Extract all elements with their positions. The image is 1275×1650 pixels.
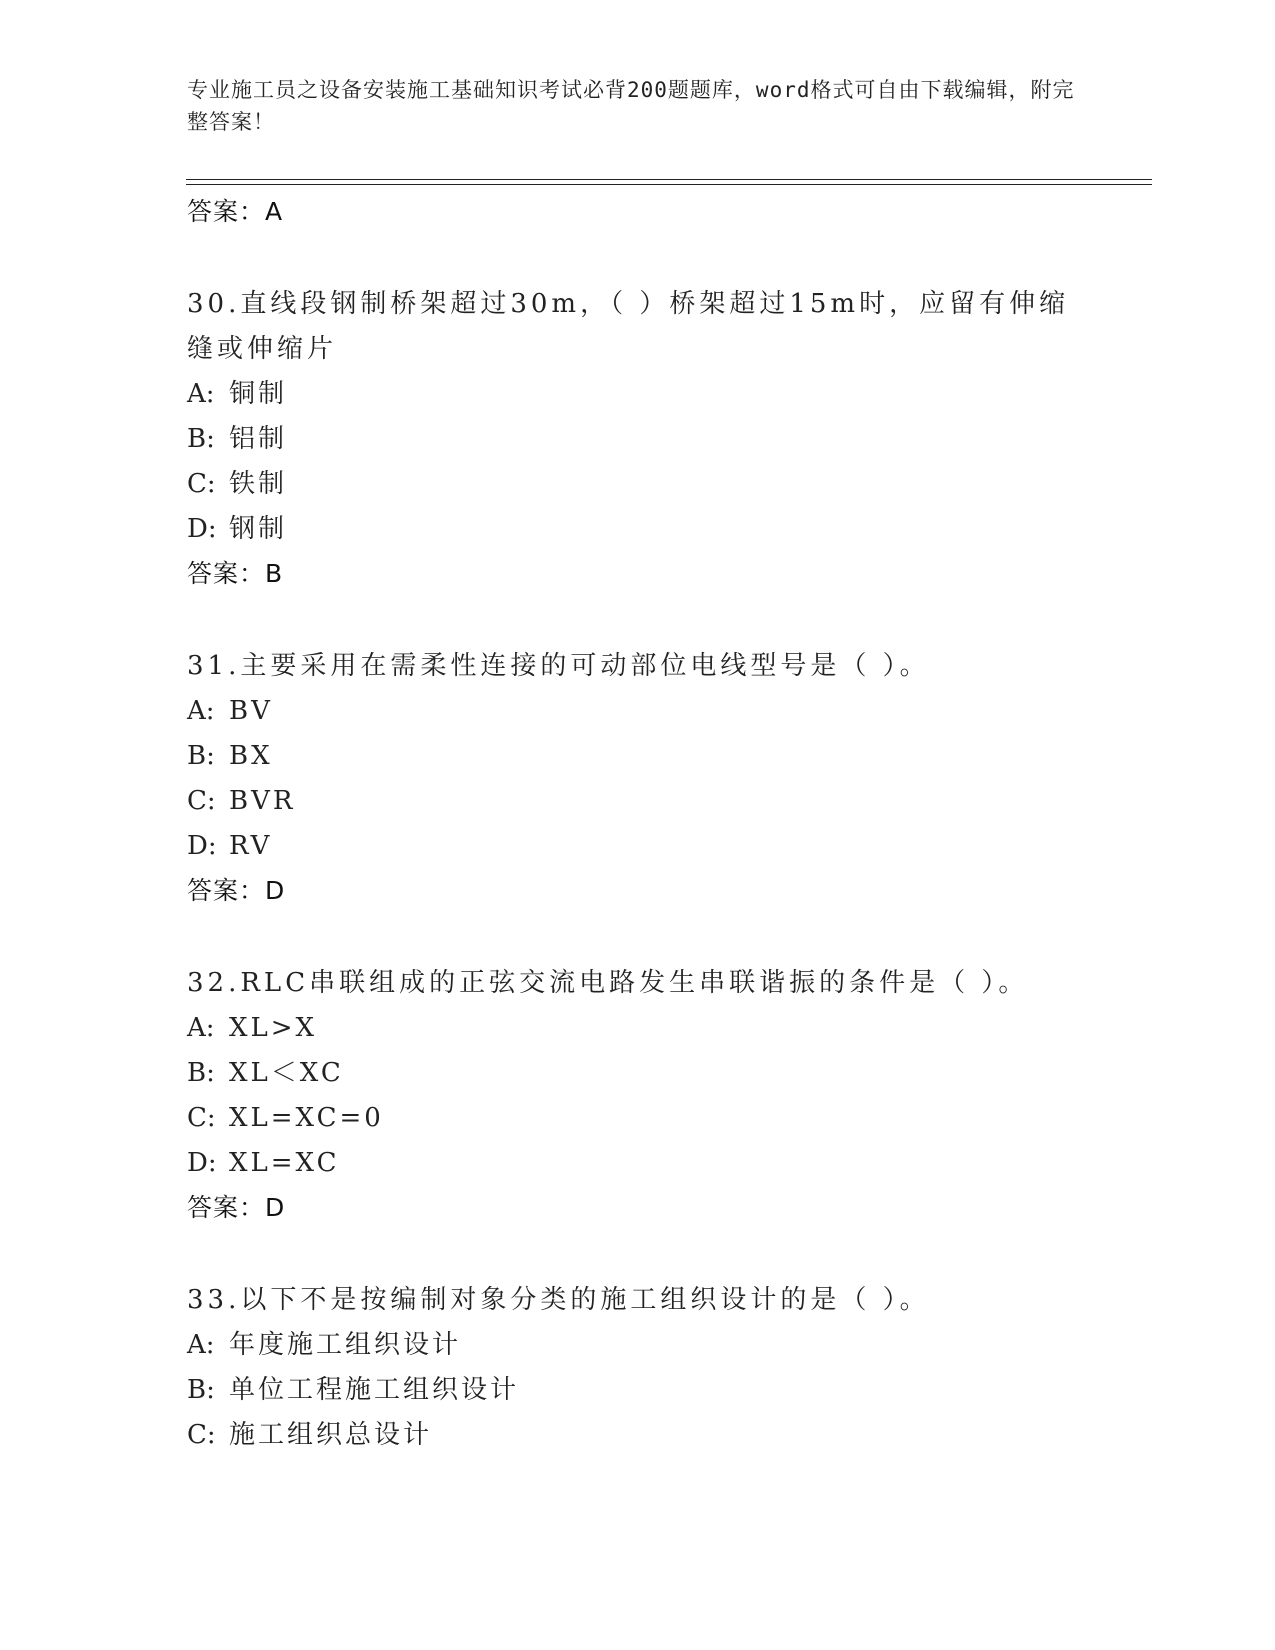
option-text: 钢制 bbox=[229, 514, 288, 544]
option-text: 施工组织总设计 bbox=[229, 1420, 433, 1450]
option-b bbox=[187, 417, 1087, 462]
option-c bbox=[187, 1413, 1087, 1458]
question-31 bbox=[187, 644, 1087, 913]
answer-line: 答案：B bbox=[187, 559, 284, 588]
question-text: 31.主要采用在需柔性连接的可动部位电线型号是（ ）。 bbox=[187, 651, 930, 681]
option-key: A: bbox=[187, 1330, 215, 1360]
question-text: 33.以下不是按编制对象分类的施工组织设计的是（ ）。 bbox=[187, 1285, 930, 1315]
option-a bbox=[187, 1323, 1087, 1368]
option-d bbox=[187, 1141, 1087, 1186]
option-b bbox=[187, 1368, 1087, 1413]
option-key: A: bbox=[187, 1013, 215, 1043]
option-b bbox=[187, 734, 1087, 779]
option-text: XL=XC bbox=[229, 1148, 340, 1178]
option-a bbox=[187, 689, 1087, 734]
option-text: 铜制 bbox=[229, 379, 288, 409]
question-32 bbox=[187, 961, 1087, 1230]
option-c bbox=[187, 1096, 1087, 1141]
header-divider-bottom bbox=[186, 184, 1152, 185]
option-key: A: bbox=[187, 379, 215, 409]
option-key: D: bbox=[187, 1148, 217, 1178]
option-key: C: bbox=[187, 1103, 216, 1133]
header-divider-top bbox=[186, 179, 1152, 180]
spacer bbox=[187, 234, 1087, 282]
option-text: 铁制 bbox=[229, 469, 288, 499]
option-d bbox=[187, 824, 1087, 869]
option-text: XL=XC=0 bbox=[229, 1103, 384, 1133]
question-33 bbox=[187, 1278, 1087, 1458]
question-list bbox=[187, 190, 1087, 1458]
question-text: 30.直线段钢制桥架超过30m，（ ）桥架超过15m时，应留有伸缩缝或伸缩片 bbox=[187, 289, 1070, 364]
option-c bbox=[187, 462, 1087, 507]
question-30 bbox=[187, 282, 1087, 596]
question-text: 32.RLC串联组成的正弦交流电路发生串联谐振的条件是（ ）。 bbox=[187, 968, 1029, 998]
option-text: BX bbox=[229, 741, 273, 771]
option-key: B: bbox=[187, 1375, 215, 1405]
option-a bbox=[187, 372, 1087, 417]
option-key: B: bbox=[187, 741, 215, 771]
option-text: 铝制 bbox=[229, 424, 288, 454]
spacer bbox=[187, 1230, 1087, 1278]
option-text: XL＜XC bbox=[229, 1058, 344, 1088]
option-b bbox=[187, 1051, 1087, 1096]
header-title: 专业施工员之设备安装施工基础知识考试必背200题题库，word格式可自由下载编辑，附完整答案！ bbox=[187, 78, 1075, 134]
answer-line: 答案：D bbox=[187, 876, 286, 905]
spacer bbox=[187, 913, 1087, 961]
option-key: B: bbox=[187, 424, 215, 454]
option-text: 年度施工组织设计 bbox=[229, 1330, 462, 1360]
option-text: RV bbox=[229, 831, 273, 861]
option-text: XL>X bbox=[229, 1013, 318, 1043]
option-a bbox=[187, 1006, 1087, 1051]
option-key: A: bbox=[187, 696, 215, 726]
answer-line: 答案：A bbox=[187, 197, 284, 226]
answer-line: 答案：D bbox=[187, 1193, 286, 1222]
option-key: C: bbox=[187, 469, 216, 499]
option-key: D: bbox=[187, 831, 217, 861]
option-text: BVR bbox=[229, 786, 296, 816]
option-text: BV bbox=[229, 696, 273, 726]
spacer bbox=[187, 596, 1087, 644]
option-key: C: bbox=[187, 1420, 216, 1450]
option-text: 单位工程施工组织设计 bbox=[229, 1375, 520, 1405]
option-key: B: bbox=[187, 1058, 215, 1088]
option-c bbox=[187, 779, 1087, 824]
option-key: D: bbox=[187, 514, 217, 544]
option-d bbox=[187, 507, 1087, 552]
option-key: C: bbox=[187, 786, 216, 816]
